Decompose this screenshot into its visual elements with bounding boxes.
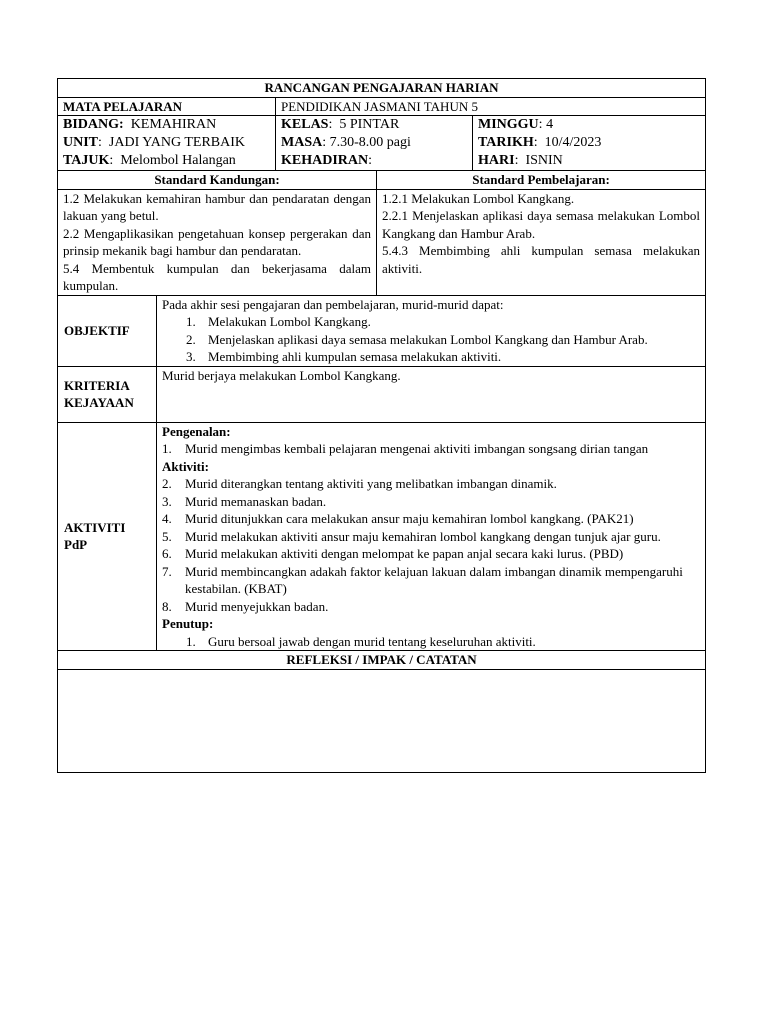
kelas-masa-kehadiran-cell [276, 116, 473, 171]
standard-kandungan-content [58, 189, 377, 295]
kriteria-label: KRITERIA KEJAYAAN [58, 366, 157, 422]
aktiviti-list [162, 475, 700, 615]
tajuk-value: Melombol Halangan [120, 153, 236, 168]
masa-row: MASA: 7.30-8.00 pagi [281, 135, 411, 150]
kriteria-content: Murid berjaya melakukan Lombol Kangkang. [157, 366, 706, 422]
masa-value: 7.30-8.00 pagi [329, 135, 411, 150]
mata-pelajaran-label: MATA PELAJARAN [58, 97, 276, 116]
objektif-intro: Pada akhir sesi pengajaran dan pembelajaran, murid-murid dapat: [162, 296, 504, 312]
form-title: RANCANGAN PENGAJARAN HARIAN [58, 79, 706, 98]
unit-row: UNIT: JADI YANG TERBAIK [63, 135, 246, 150]
pengenalan-heading: Pengenalan: [162, 423, 231, 439]
bidang-value: KEMAHIRAN [130, 117, 217, 132]
hari-row: HARI: ISNIN [478, 153, 563, 168]
minggu-value: 4 [546, 117, 554, 132]
penutup-heading: Penutup: [162, 616, 214, 631]
aktiviti-item: 5. Murid melakukan aktiviti ansur maju kemahiran lombol kangkang dengan tunjuk ajar guru. [162, 528, 661, 544]
aktiviti-item: 7. Murid membincangkan adakah faktor kelajuan lakuan dalam imbangan dinamik mempengaruhi kestabilan. (KBAT) [162, 563, 683, 596]
minggu-row: MINGGU: 4 [478, 117, 554, 132]
lesson-plan-table [57, 78, 706, 773]
pengenalan-list [162, 440, 700, 458]
tarikh-value: 10/4/2023 [544, 135, 602, 150]
kelas-row: KELAS: 5 PINTAR [281, 117, 400, 132]
bidang-unit-tajuk-cell [58, 116, 276, 171]
refleksi-content [58, 669, 706, 772]
tajuk-row: TAJUK: Melombol Halangan [63, 153, 236, 168]
refleksi-header: REFLEKSI / IMPAK / CATATAN [58, 651, 706, 670]
mata-pelajaran-value: PENDIDIKAN JASMANI TAHUN 5 [276, 97, 706, 116]
kelas-value: 5 PINTAR [339, 117, 400, 132]
objektif-item: 3. Membimbing ahli kumpulan semasa melakukan aktiviti. [186, 349, 502, 364]
aktiviti-item: 4. Murid ditunjukkan cara melakukan ansur maju kemahiran lombol kangkang. (PAK21) [162, 511, 634, 526]
pengenalan-item: 1. Murid mengimbas kembali pelajaran mengenai aktiviti imbangan songsang dirian tangan [162, 441, 649, 456]
standard-kandungan-item: 5.4 Membentuk kumpulan dan bekerjasama dalam kumpulan. [63, 260, 371, 293]
objektif-item: 1. Melakukan Lombol Kangkang. [186, 314, 371, 329]
standard-kandungan-header: Standard Kandungan: [58, 171, 377, 190]
aktiviti-item: 2. Murid diterangkan tentang aktiviti yang melibatkan imbangan dinamik. [162, 476, 557, 491]
hari-value: ISNIN [525, 153, 563, 168]
objektif-label: OBJEKTIF [58, 295, 157, 366]
tarikh-row: TARIKH: 10/4/2023 [478, 135, 602, 150]
standard-pembelajaran-item: 5.4.3 Membimbing ahli kumpulan semasa melakukan aktiviti. [382, 243, 701, 276]
minggu-tarikh-hari-cell [473, 116, 706, 171]
kehadiran-row: KEHADIRAN: [281, 153, 373, 168]
lesson-plan-form [57, 78, 705, 773]
standard-pembelajaran-item: 2.2.1 Menjelaskan aplikasi daya semasa melakukan Lombol Kangkang dan Hambur Arab. [382, 208, 701, 241]
aktiviti-item: 3. Murid memanaskan badan. [162, 493, 327, 509]
objektif-content [157, 295, 706, 366]
aktiviti-item: 8. Murid menyejukkan badan. [162, 598, 329, 614]
aktiviti-heading: Aktiviti: [162, 458, 209, 474]
bidang-row: BIDANG: KEMAHIRAN [63, 117, 217, 132]
standard-pembelajaran-content [377, 189, 706, 295]
aktiviti-item: 6. Murid melakukan aktiviti dengan melompat ke papan anjal secara kaki lurus. (PBD) [162, 546, 624, 561]
penutup-item: 1. Guru bersoal jawab dengan murid tentang keseluruhan aktiviti. [186, 633, 536, 649]
penutup-list [162, 633, 700, 651]
aktiviti-content [157, 422, 706, 651]
standard-pembelajaran-item: 1.2.1 Melakukan Lombol Kangkang. [382, 190, 575, 206]
objektif-item: 2. Menjelaskan aplikasi daya semasa melakukan Lombol Kangkang dan Hambur Arab. [186, 331, 648, 347]
aktiviti-label: AKTIVITI PdP [58, 422, 157, 651]
standard-pembelajaran-header: Standard Pembelajaran: [377, 171, 706, 190]
objektif-list [162, 313, 700, 366]
standard-kandungan-item: 1.2 Melakukan kemahiran hambur dan pendaratan dengan lakuan yang betul. [63, 190, 371, 223]
unit-value: JADI YANG TERBAIK [108, 135, 246, 150]
standard-kandungan-item: 2.2 Mengaplikasikan pengetahuan konsep pergerakan dan prinsip mekanik bagi hambur dan pendaratan. [63, 225, 371, 258]
